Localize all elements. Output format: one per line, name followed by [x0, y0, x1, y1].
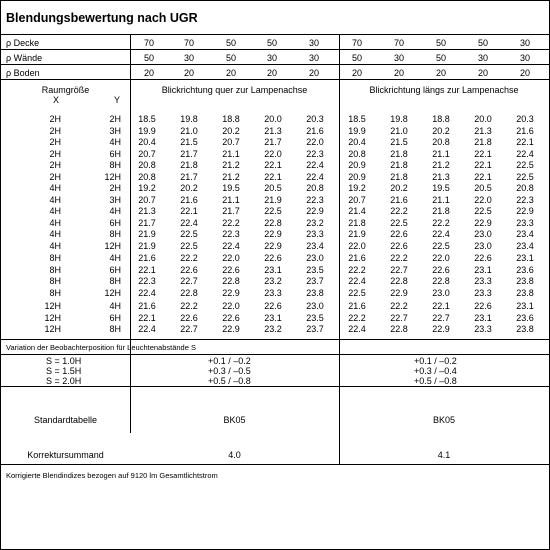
ugr-value-laengs: 21.4 [348, 206, 366, 216]
reflectance-value: 50 [225, 38, 236, 48]
y-label: Y [114, 95, 121, 105]
reflectance-value: 20 [143, 68, 154, 78]
room-y: 12H [104, 287, 121, 298]
ugr-value-quer: 22.7 [180, 324, 198, 334]
ugr-value-laengs: 22.4 [516, 148, 534, 159]
ugr-value-quer: 22.1 [138, 312, 156, 323]
ugr-value-quer: 22.1 [264, 171, 282, 182]
ugr-value-quer: 22.7 [180, 276, 198, 286]
ugr-value-quer: 22.9 [264, 240, 282, 251]
standard-quer: BK05 [223, 415, 246, 425]
ugr-value-laengs: 22.2 [432, 217, 450, 228]
ugr-value-laengs: 22.1 [474, 160, 492, 170]
ugr-value-laengs: 20.9 [348, 160, 366, 170]
reflectance-value: 50 [351, 53, 362, 63]
room-y: 3H [109, 194, 121, 205]
room-y: 8H [109, 160, 121, 170]
ugr-value-quer: 21.5 [180, 137, 198, 147]
ugr-value-laengs: 22.5 [432, 240, 450, 251]
variation-quer: +0.1 / –0.2 [208, 356, 251, 366]
room-y: 4H [109, 137, 121, 147]
ugr-value-quer: 22.2 [180, 253, 198, 263]
ugr-value-quer: 21.1 [222, 148, 240, 159]
room-y: 12H [104, 240, 121, 251]
quer-header: Blickrichtung quer zur Lampenachse [161, 85, 308, 95]
ugr-value-quer: 23.4 [306, 240, 324, 251]
room-x: 8H [49, 253, 61, 263]
ugr-value-laengs: 22.2 [390, 253, 408, 263]
ugr-value-laengs: 22.0 [432, 253, 450, 263]
ugr-value-laengs: 21.3 [474, 125, 492, 136]
divider [1, 354, 549, 355]
reflectance-value: 50 [143, 53, 154, 63]
ugr-value-laengs: 21.6 [390, 194, 408, 205]
room-y: 4H [109, 301, 121, 311]
ugr-value-laengs: 22.9 [432, 324, 450, 334]
ugr-value-laengs: 22.5 [516, 171, 534, 182]
reflectance-value: 30 [308, 38, 319, 48]
ugr-value-laengs: 18.5 [348, 114, 366, 124]
ugr-value-quer: 21.7 [180, 171, 198, 182]
ugr-value-quer: 21.9 [264, 194, 282, 205]
ugr-value-quer: 20.8 [138, 160, 156, 170]
footer-note: Korrigierte Blendindizes bezogen auf 9120 lm Gesamtlichtstrom [6, 471, 218, 480]
ugr-value-quer: 21.7 [264, 137, 282, 147]
ugr-value-laengs: 23.4 [516, 229, 534, 239]
ugr-value-quer: 22.1 [264, 160, 282, 170]
ugr-value-laengs: 21.8 [390, 148, 408, 159]
ugr-value-laengs: 18.8 [432, 114, 450, 124]
room-x: 2H [49, 171, 61, 182]
ugr-value-laengs: 21.3 [432, 171, 450, 182]
divider [1, 386, 549, 387]
reflectance-label: ρ Decke [6, 38, 40, 48]
ugr-value-laengs: 22.4 [432, 229, 450, 239]
ugr-value-laengs: 22.5 [516, 160, 534, 170]
ugr-value-laengs: 19.2 [348, 183, 366, 193]
variation-label: S = 1.5H [46, 366, 82, 376]
ugr-value-laengs: 22.1 [516, 137, 534, 147]
room-x: 8H [49, 264, 61, 275]
ugr-value-quer: 21.6 [138, 253, 156, 263]
room-x: 4H [49, 183, 61, 193]
room-y: 12H [104, 171, 121, 182]
variation-label: S = 1.0H [46, 356, 82, 366]
ugr-value-quer: 23.1 [264, 264, 282, 275]
ugr-value-laengs: 22.6 [474, 301, 492, 311]
x-label: X [53, 95, 60, 105]
reflectance-value: 70 [393, 38, 404, 48]
ugr-value-quer: 22.4 [138, 324, 156, 334]
reflectance-label: ρ Wände [6, 53, 43, 63]
ugr-value-laengs: 20.9 [348, 171, 366, 182]
room-x: 12H [44, 324, 61, 334]
ugr-value-laengs: 21.0 [390, 125, 408, 136]
divider [1, 79, 549, 80]
ugr-value-laengs: 23.3 [474, 276, 492, 286]
ugr-value-quer: 22.2 [222, 217, 240, 228]
ugr-value-quer: 21.1 [222, 194, 240, 205]
ugr-value-laengs: 20.8 [432, 137, 450, 147]
divider [1, 34, 549, 35]
ugr-value-laengs: 21.8 [390, 171, 408, 182]
ugr-value-laengs: 22.8 [390, 276, 408, 286]
ugr-value-laengs: 20.0 [474, 114, 492, 124]
room-y: 6H [109, 148, 121, 159]
ugr-value-quer: 22.3 [138, 276, 156, 286]
ugr-value-quer: 22.5 [180, 240, 198, 251]
ugr-value-laengs: 21.8 [432, 206, 450, 216]
ugr-value-laengs: 23.8 [516, 287, 534, 298]
room-y: 2H [109, 183, 121, 193]
ugr-value-laengs: 23.4 [516, 240, 534, 251]
ugr-value-laengs: 22.2 [390, 301, 408, 311]
page-title: Blendungsbewertung nach UGR [6, 11, 198, 25]
ugr-value-quer: 19.8 [180, 114, 198, 124]
ugr-value-quer: 22.1 [180, 206, 198, 216]
ugr-value-quer: 23.2 [306, 217, 324, 228]
ugr-value-quer: 21.3 [264, 125, 282, 136]
reflectance-value: 50 [435, 38, 446, 48]
ugr-value-quer: 23.0 [306, 253, 324, 263]
ugr-value-quer: 20.2 [180, 183, 198, 193]
reflectance-label: ρ Boden [6, 68, 40, 78]
ugr-value-laengs: 21.2 [432, 160, 450, 170]
ugr-value-laengs: 23.0 [474, 229, 492, 239]
ugr-value-laengs: 21.1 [432, 148, 450, 159]
reflectance-value: 50 [266, 38, 277, 48]
ugr-value-quer: 22.4 [138, 287, 156, 298]
divider [1, 464, 549, 465]
reflectance-value: 20 [351, 68, 362, 78]
ugr-value-quer: 22.6 [222, 312, 240, 323]
reflectance-value: 20 [519, 68, 530, 78]
ugr-value-quer: 22.9 [222, 287, 240, 298]
ugr-value-laengs: 19.5 [432, 183, 450, 193]
reflectance-value: 30 [183, 53, 194, 63]
reflectance-value: 30 [266, 53, 277, 63]
korrektur-quer: 4.0 [228, 450, 241, 460]
ugr-value-laengs: 22.1 [474, 148, 492, 159]
ugr-value-laengs: 22.1 [432, 301, 450, 311]
ugr-value-quer: 22.6 [264, 301, 282, 311]
ugr-value-laengs: 22.7 [390, 264, 408, 275]
ugr-value-quer: 22.5 [264, 206, 282, 216]
variation-label: S = 2.0H [46, 376, 82, 386]
ugr-value-quer: 23.2 [264, 276, 282, 286]
ugr-value-quer: 21.0 [180, 125, 198, 136]
room-y: 4H [109, 253, 121, 263]
ugr-value-quer: 21.9 [138, 240, 156, 251]
divider [1, 49, 549, 50]
ugr-value-quer: 22.4 [306, 160, 324, 170]
ugr-value-laengs: 23.3 [516, 217, 534, 228]
reflectance-value: 20 [225, 68, 236, 78]
ugr-value-quer: 22.6 [180, 312, 198, 323]
ugr-value-quer: 21.8 [180, 160, 198, 170]
ugr-value-laengs: 21.8 [348, 217, 366, 228]
ugr-value-quer: 22.0 [222, 301, 240, 311]
ugr-value-laengs: 22.1 [474, 171, 492, 182]
ugr-value-quer: 21.7 [138, 217, 156, 228]
raumgroesse-label: Raumgröße [41, 85, 90, 95]
room-y: 3H [109, 125, 121, 136]
ugr-value-quer: 22.3 [222, 229, 240, 239]
ugr-value-quer: 20.5 [264, 183, 282, 193]
ugr-value-quer: 23.8 [306, 287, 324, 298]
ugr-value-quer: 21.6 [180, 194, 198, 205]
ugr-value-laengs: 22.2 [390, 206, 408, 216]
ugr-value-quer: 20.7 [138, 148, 156, 159]
reflectance-value: 20 [393, 68, 404, 78]
ugr-value-laengs: 22.8 [432, 276, 450, 286]
reflectance-value: 20 [266, 68, 277, 78]
room-y: 8H [109, 229, 121, 239]
ugr-value-quer: 22.6 [222, 264, 240, 275]
ugr-value-laengs: 22.4 [348, 324, 366, 334]
reflectance-value: 50 [435, 53, 446, 63]
ugr-value-quer: 20.8 [306, 183, 324, 193]
ugr-value-quer: 22.9 [264, 229, 282, 239]
ugr-value-quer: 21.6 [306, 125, 324, 136]
ugr-value-laengs: 22.3 [516, 194, 534, 205]
ugr-value-laengs: 22.5 [390, 217, 408, 228]
ugr-value-quer: 20.0 [264, 114, 282, 124]
ugr-value-quer: 20.7 [222, 137, 240, 147]
room-x: 12H [44, 301, 61, 311]
reflectance-value: 30 [519, 53, 530, 63]
ugr-value-laengs: 21.8 [474, 137, 492, 147]
room-y: 2H [109, 114, 121, 124]
room-x: 12H [44, 312, 61, 323]
reflectance-value: 70 [143, 38, 154, 48]
reflectance-value: 70 [351, 38, 362, 48]
room-y: 6H [109, 264, 121, 275]
korrektur-laengs: 4.1 [437, 450, 451, 460]
ugr-value-quer: 23.7 [306, 276, 324, 286]
room-y: 6H [109, 312, 121, 323]
ugr-value-laengs: 23.1 [474, 264, 492, 275]
ugr-value-laengs: 22.5 [474, 206, 492, 216]
ugr-value-quer: 23.3 [264, 287, 282, 298]
room-x: 2H [49, 160, 61, 170]
room-x: 4H [49, 217, 61, 228]
ugr-value-quer: 21.2 [222, 171, 240, 182]
ugr-value-quer: 22.2 [180, 301, 198, 311]
ugr-value-laengs: 21.5 [390, 137, 408, 147]
ugr-value-quer: 21.6 [138, 301, 156, 311]
ugr-value-laengs: 22.7 [390, 312, 408, 323]
ugr-value-quer: 19.2 [138, 183, 156, 193]
ugr-value-quer: 23.2 [264, 324, 282, 334]
ugr-value-quer: 20.3 [306, 114, 324, 124]
reflectance-value: 20 [183, 68, 194, 78]
room-x: 2H [49, 125, 61, 136]
reflectance-value: 50 [477, 38, 488, 48]
room-x: 2H [49, 137, 61, 147]
reflectance-value: 30 [393, 53, 404, 63]
ugr-value-laengs: 22.2 [348, 312, 366, 323]
ugr-value-quer: 23.3 [306, 229, 324, 239]
ugr-value-quer: 20.4 [138, 137, 156, 147]
ugr-value-quer: 22.6 [264, 253, 282, 263]
ugr-value-quer: 23.5 [306, 264, 324, 275]
ugr-value-laengs: 22.7 [432, 312, 450, 323]
ugr-value-laengs: 21.6 [348, 301, 366, 311]
variation-laengs: +0.3 / –0.4 [414, 366, 457, 376]
ugr-value-quer: 21.7 [180, 148, 198, 159]
ugr-value-quer: 20.8 [138, 171, 156, 182]
ugr-value-laengs: 23.8 [516, 276, 534, 286]
room-y: 8H [109, 276, 121, 286]
ugr-value-quer: 22.8 [222, 276, 240, 286]
ugr-value-laengs: 21.8 [390, 160, 408, 170]
ugr-value-laengs: 22.0 [348, 240, 366, 251]
ugr-value-laengs: 22.5 [348, 287, 366, 298]
room-y: 8H [109, 324, 121, 334]
ugr-value-laengs: 20.2 [432, 125, 450, 136]
ugr-value-laengs: 20.5 [474, 183, 492, 193]
room-x: 4H [49, 206, 61, 216]
divider [1, 64, 549, 65]
ugr-value-laengs: 23.8 [516, 324, 534, 334]
ugr-value-laengs: 21.6 [348, 253, 366, 263]
room-x: 8H [49, 276, 61, 286]
reflectance-value: 30 [519, 38, 530, 48]
ugr-value-laengs: 23.3 [474, 287, 492, 298]
ugr-value-laengs: 22.9 [474, 217, 492, 228]
ugr-value-laengs: 23.0 [474, 240, 492, 251]
variation-laengs: +0.5 / –0.8 [414, 376, 457, 386]
room-x: 2H [49, 114, 61, 124]
divider [1, 339, 549, 340]
ugr-value-laengs: 19.8 [390, 114, 408, 124]
ugr-value-quer: 21.2 [222, 160, 240, 170]
variation-laengs: +0.1 / –0.2 [414, 356, 457, 366]
ugr-value-laengs: 20.2 [390, 183, 408, 193]
ugr-value-laengs: 22.9 [516, 206, 534, 216]
ugr-value-quer: 20.2 [222, 125, 240, 136]
reflectance-value: 70 [183, 38, 194, 48]
reflectance-value: 20 [308, 68, 319, 78]
ugr-value-laengs: 23.3 [474, 324, 492, 334]
ugr-value-quer: 22.9 [222, 324, 240, 334]
standard-label: Standardtabelle [33, 415, 98, 425]
ugr-value-laengs: 20.8 [348, 148, 366, 159]
reflectance-value: 30 [308, 53, 319, 63]
room-y: 6H [109, 217, 121, 228]
ugr-value-quer: 22.0 [264, 148, 282, 159]
ugr-value-quer: 22.6 [180, 264, 198, 275]
ugr-value-quer: 18.5 [138, 114, 156, 124]
ugr-value-laengs: 21.6 [516, 125, 534, 136]
reflectance-value: 20 [435, 68, 446, 78]
ugr-value-laengs: 20.4 [348, 137, 366, 147]
ugr-value-quer: 22.3 [306, 148, 324, 159]
ugr-value-quer: 22.9 [306, 206, 324, 216]
room-x: 2H [49, 148, 61, 159]
room-x: 4H [49, 240, 61, 251]
ugr-value-laengs: 21.9 [348, 229, 366, 239]
room-x: 4H [49, 229, 61, 239]
ugr-value-laengs: 23.6 [516, 312, 534, 323]
ugr-value-laengs: 22.2 [348, 264, 366, 275]
korrektur-label: Korrektursummand [27, 450, 104, 460]
ugr-value-quer: 23.5 [306, 312, 324, 323]
ugr-value-quer: 22.5 [180, 229, 198, 239]
ugr-value-quer: 22.4 [222, 240, 240, 251]
standard-laengs: BK05 [432, 415, 456, 425]
ugr-value-laengs: 22.6 [390, 240, 408, 251]
ugr-value-quer: 22.0 [222, 253, 240, 263]
ugr-value-laengs: 20.7 [348, 194, 366, 205]
ugr-value-quer: 21.3 [138, 206, 156, 216]
reflectance-value: 50 [225, 53, 236, 63]
ugr-value-laengs: 23.0 [432, 287, 450, 298]
ugr-value-laengs: 19.9 [348, 125, 366, 136]
reflectance-value: 30 [477, 53, 488, 63]
variation-quer: +0.5 / –0.8 [208, 376, 251, 386]
ugr-value-quer: 19.9 [138, 125, 156, 136]
ugr-value-quer: 19.5 [222, 183, 240, 193]
ugr-value-laengs: 22.6 [432, 264, 450, 275]
room-x: 8H [49, 287, 61, 298]
ugr-value-laengs: 22.0 [474, 194, 492, 205]
ugr-value-quer: 22.0 [306, 137, 324, 147]
room-y: 4H [109, 206, 121, 216]
variation-quer: +0.3 / –0.5 [208, 366, 251, 376]
ugr-value-laengs: 21.1 [432, 194, 450, 205]
ugr-value-laengs: 22.4 [348, 276, 366, 286]
ugr-value-quer: 23.1 [264, 312, 282, 323]
ugr-value-quer: 18.8 [222, 114, 240, 124]
ugr-value-quer: 21.9 [138, 229, 156, 239]
ugr-value-laengs: 20.8 [516, 183, 534, 193]
laengs-header: Blickrichtung längs zur Lampenachse [369, 85, 519, 95]
ugr-value-quer: 23.7 [306, 324, 324, 334]
ugr-value-laengs: 22.6 [474, 253, 492, 263]
ugr-value-quer: 22.8 [264, 217, 282, 228]
ugr-value-quer: 20.7 [138, 194, 156, 205]
ugr-value-quer: 23.0 [306, 301, 324, 311]
ugr-value-quer: 22.1 [138, 264, 156, 275]
ugr-value-laengs: 23.1 [516, 301, 534, 311]
variation-title: Variation der Beobachterposition für Leuchtenabstände S [6, 343, 196, 352]
ugr-value-quer: 21.7 [222, 206, 240, 216]
ugr-value-laengs: 23.1 [516, 253, 534, 263]
reflectance-value: 20 [477, 68, 488, 78]
ugr-value-laengs: 22.6 [390, 229, 408, 239]
ugr-value-laengs: 23.1 [474, 312, 492, 323]
ugr-value-laengs: 22.9 [390, 287, 408, 298]
ugr-value-quer: 22.4 [180, 217, 198, 228]
ugr-value-laengs: 22.8 [390, 324, 408, 334]
ugr-value-quer: 22.3 [306, 194, 324, 205]
ugr-value-laengs: 20.3 [516, 114, 534, 124]
ugr-value-laengs: 23.6 [516, 264, 534, 275]
ugr-value-quer: 22.4 [306, 171, 324, 182]
room-x: 4H [49, 194, 61, 205]
ugr-value-quer: 22.8 [180, 287, 198, 298]
